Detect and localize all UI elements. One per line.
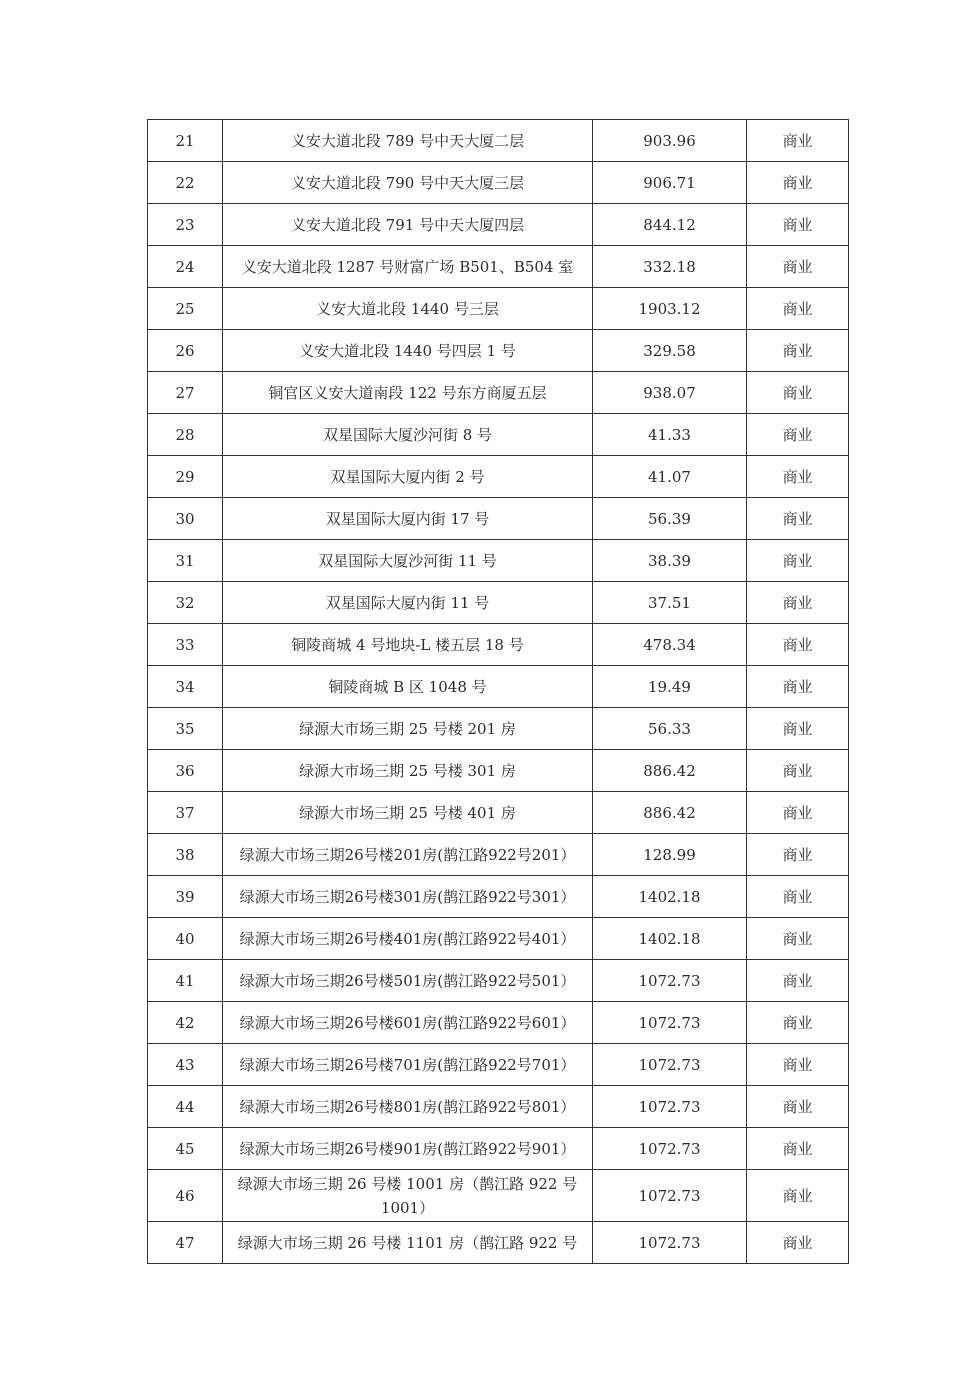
address-cell: 绿源大市场三期26号楼401房(鹊江路922号401） <box>223 918 593 960</box>
row-number-cell: 44 <box>148 1086 223 1128</box>
address-cell: 绿源大市场三期 25 号楼 301 房 <box>223 750 593 792</box>
usage-cell: 商业 <box>747 1170 849 1222</box>
row-number-cell: 38 <box>148 834 223 876</box>
table-row <box>148 960 849 1002</box>
usage-cell: 商业 <box>747 582 849 624</box>
area-cell: 1072.73 <box>593 1086 747 1128</box>
table-row <box>148 1002 849 1044</box>
usage-cell: 商业 <box>747 834 849 876</box>
row-number-cell: 33 <box>148 624 223 666</box>
usage-cell: 商业 <box>747 624 849 666</box>
row-number-cell: 41 <box>148 960 223 1002</box>
usage-cell: 商业 <box>747 708 849 750</box>
row-number-cell: 37 <box>148 792 223 834</box>
address-cell: 绿源大市场三期26号楼801房(鹊江路922号801） <box>223 1086 593 1128</box>
row-number-cell: 28 <box>148 414 223 456</box>
area-cell: 56.39 <box>593 498 747 540</box>
area-cell: 1402.18 <box>593 876 747 918</box>
table-row <box>148 1170 849 1222</box>
usage-cell: 商业 <box>747 750 849 792</box>
area-cell: 41.33 <box>593 414 747 456</box>
address-cell: 铜陵商城 4 号地块-L 楼五层 18 号 <box>223 624 593 666</box>
table-row <box>148 708 849 750</box>
address-cell: 绿源大市场三期26号楼701房(鹊江路922号701） <box>223 1044 593 1086</box>
address-cell: 双星国际大厦沙河街 8 号 <box>223 414 593 456</box>
usage-cell: 商业 <box>747 288 849 330</box>
row-number-cell: 39 <box>148 876 223 918</box>
row-number-cell: 30 <box>148 498 223 540</box>
area-cell: 844.12 <box>593 204 747 246</box>
row-number-cell: 40 <box>148 918 223 960</box>
area-cell: 41.07 <box>593 456 747 498</box>
table-row <box>148 540 849 582</box>
area-cell: 1072.73 <box>593 1170 747 1222</box>
table-row <box>148 288 849 330</box>
usage-cell: 商业 <box>747 1222 849 1264</box>
row-number-cell: 25 <box>148 288 223 330</box>
area-cell: 938.07 <box>593 372 747 414</box>
usage-cell: 商业 <box>747 456 849 498</box>
address-cell: 绿源大市场三期26号楼201房(鹊江路922号201） <box>223 834 593 876</box>
table-row <box>148 666 849 708</box>
usage-cell: 商业 <box>747 162 849 204</box>
area-cell: 38.39 <box>593 540 747 582</box>
address-cell: 义安大道北段 789 号中天大厦二层 <box>223 120 593 162</box>
address-cell: 绿源大市场三期 25 号楼 401 房 <box>223 792 593 834</box>
property-list-table <box>147 119 849 1264</box>
table-row <box>148 204 849 246</box>
address-cell: 义安大道北段 791 号中天大厦四层 <box>223 204 593 246</box>
usage-cell: 商业 <box>747 330 849 372</box>
row-number-cell: 42 <box>148 1002 223 1044</box>
address-cell: 铜陵商城 B 区 1048 号 <box>223 666 593 708</box>
usage-cell: 商业 <box>747 1002 849 1044</box>
area-cell: 128.99 <box>593 834 747 876</box>
area-cell: 329.58 <box>593 330 747 372</box>
usage-cell: 商业 <box>747 960 849 1002</box>
address-cell: 绿源大市场三期 26 号楼 1001 房（鹊江路 922 号 1001） <box>223 1170 593 1222</box>
area-cell: 886.42 <box>593 792 747 834</box>
usage-cell: 商业 <box>747 372 849 414</box>
area-cell: 1072.73 <box>593 1002 747 1044</box>
address-cell: 双星国际大厦内街 2 号 <box>223 456 593 498</box>
row-number-cell: 43 <box>148 1044 223 1086</box>
address-cell: 绿源大市场三期26号楼501房(鹊江路922号501） <box>223 960 593 1002</box>
row-number-cell: 21 <box>148 120 223 162</box>
table-body <box>148 120 849 1264</box>
address-cell: 双星国际大厦沙河街 11 号 <box>223 540 593 582</box>
area-cell: 1402.18 <box>593 918 747 960</box>
usage-cell: 商业 <box>747 414 849 456</box>
area-cell: 478.34 <box>593 624 747 666</box>
row-number-cell: 26 <box>148 330 223 372</box>
row-number-cell: 24 <box>148 246 223 288</box>
row-number-cell: 29 <box>148 456 223 498</box>
table-row <box>148 456 849 498</box>
area-cell: 332.18 <box>593 246 747 288</box>
usage-cell: 商业 <box>747 246 849 288</box>
table-row <box>148 246 849 288</box>
area-cell: 1072.73 <box>593 960 747 1002</box>
table-row <box>148 120 849 162</box>
address-cell: 义安大道北段 1440 号四层 1 号 <box>223 330 593 372</box>
usage-cell: 商业 <box>747 540 849 582</box>
table-row <box>148 372 849 414</box>
address-cell: 义安大道北段 1440 号三层 <box>223 288 593 330</box>
row-number-cell: 46 <box>148 1170 223 1222</box>
usage-cell: 商业 <box>747 120 849 162</box>
usage-cell: 商业 <box>747 1044 849 1086</box>
usage-cell: 商业 <box>747 918 849 960</box>
address-cell: 双星国际大厦内街 11 号 <box>223 582 593 624</box>
address-cell: 义安大道北段 1287 号财富广场 B501、B504 室 <box>223 246 593 288</box>
area-cell: 37.51 <box>593 582 747 624</box>
area-cell: 1903.12 <box>593 288 747 330</box>
usage-cell: 商业 <box>747 498 849 540</box>
table-row <box>148 1128 849 1170</box>
address-cell: 铜官区义安大道南段 122 号东方商厦五层 <box>223 372 593 414</box>
area-cell: 906.71 <box>593 162 747 204</box>
table-row <box>148 162 849 204</box>
address-cell: 绿源大市场三期26号楼901房(鹊江路922号901） <box>223 1128 593 1170</box>
usage-cell: 商业 <box>747 204 849 246</box>
address-cell: 绿源大市场三期26号楼601房(鹊江路922号601） <box>223 1002 593 1044</box>
usage-cell: 商业 <box>747 792 849 834</box>
table-row <box>148 1222 849 1264</box>
table-row <box>148 1086 849 1128</box>
row-number-cell: 23 <box>148 204 223 246</box>
table-row <box>148 624 849 666</box>
address-cell: 绿源大市场三期 25 号楼 201 房 <box>223 708 593 750</box>
area-cell: 19.49 <box>593 666 747 708</box>
usage-cell: 商业 <box>747 876 849 918</box>
table-row <box>148 582 849 624</box>
table-row <box>148 414 849 456</box>
address-cell: 双星国际大厦内街 17 号 <box>223 498 593 540</box>
row-number-cell: 36 <box>148 750 223 792</box>
usage-cell: 商业 <box>747 666 849 708</box>
table-row <box>148 498 849 540</box>
address-cell: 绿源大市场三期 26 号楼 1101 房（鹊江路 922 号 <box>223 1222 593 1264</box>
row-number-cell: 27 <box>148 372 223 414</box>
row-number-cell: 45 <box>148 1128 223 1170</box>
area-cell: 1072.73 <box>593 1128 747 1170</box>
table-row <box>148 1044 849 1086</box>
usage-cell: 商业 <box>747 1128 849 1170</box>
area-cell: 886.42 <box>593 750 747 792</box>
row-number-cell: 34 <box>148 666 223 708</box>
area-cell: 1072.73 <box>593 1044 747 1086</box>
address-cell: 义安大道北段 790 号中天大厦三层 <box>223 162 593 204</box>
row-number-cell: 47 <box>148 1222 223 1264</box>
table-row <box>148 876 849 918</box>
row-number-cell: 22 <box>148 162 223 204</box>
area-cell: 1072.73 <box>593 1222 747 1264</box>
row-number-cell: 31 <box>148 540 223 582</box>
area-cell: 903.96 <box>593 120 747 162</box>
table-row <box>148 330 849 372</box>
row-number-cell: 32 <box>148 582 223 624</box>
table-row <box>148 750 849 792</box>
table-row <box>148 834 849 876</box>
address-cell: 绿源大市场三期26号楼301房(鹊江路922号301） <box>223 876 593 918</box>
area-cell: 56.33 <box>593 708 747 750</box>
usage-cell: 商业 <box>747 1086 849 1128</box>
row-number-cell: 35 <box>148 708 223 750</box>
table-row <box>148 792 849 834</box>
table-row <box>148 918 849 960</box>
